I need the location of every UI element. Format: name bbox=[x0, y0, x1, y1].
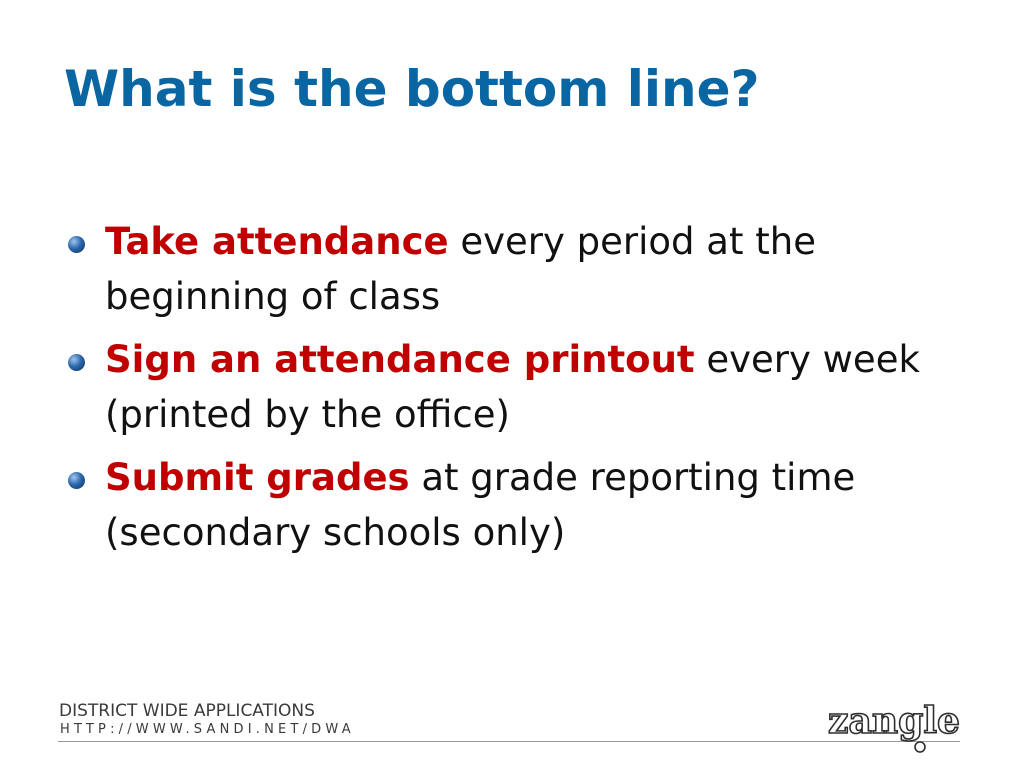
logo-dot-icon bbox=[915, 742, 925, 752]
bullet-dot-icon bbox=[68, 236, 85, 253]
slide-title: What is the bottom line? bbox=[64, 60, 760, 118]
bullet-item bbox=[64, 450, 984, 560]
footer-org-name: DISTRICT WIDE APPLICATIONS bbox=[59, 701, 315, 721]
bullet-text: every period at the beginning of class bbox=[105, 220, 816, 318]
bullet-dot-icon bbox=[68, 472, 85, 489]
bullet-list bbox=[64, 214, 984, 568]
bullet-item bbox=[64, 332, 984, 442]
bullet-dot-icon bbox=[68, 354, 85, 371]
bullet-text: every week (printed by the office) bbox=[105, 338, 920, 436]
logo-wordmark: zangle bbox=[828, 700, 960, 742]
bullet-text: at grade reporting time (secondary schools only) bbox=[105, 456, 856, 554]
bullet-emphasis: Take attendance bbox=[105, 220, 449, 263]
zangle-logo bbox=[824, 686, 964, 756]
footer-url: HTTP://WWW.SANDI.NET/DWA bbox=[60, 722, 355, 737]
bullet-emphasis: Sign an attendance printout bbox=[105, 338, 695, 381]
bullet-emphasis: Submit grades bbox=[105, 456, 410, 499]
bullet-item bbox=[64, 214, 984, 324]
